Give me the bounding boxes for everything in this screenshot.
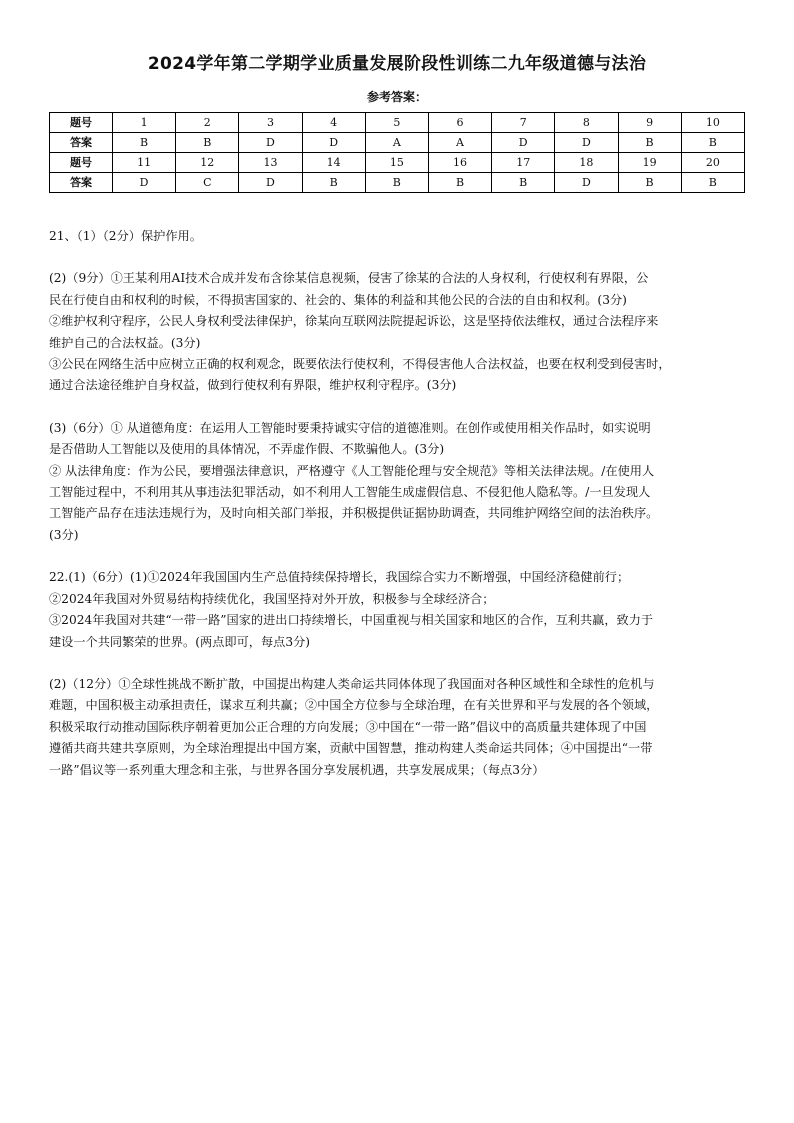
q21-part2 bbox=[49, 268, 749, 396]
table-cell: 14 bbox=[302, 153, 365, 173]
table-row bbox=[50, 133, 745, 153]
q22-part2 bbox=[49, 674, 749, 781]
text-line: ②2024年我国对外贸易结构持续优化，我国坚持对外开放，积极参与全球经济合； bbox=[49, 591, 495, 606]
table-cell: B bbox=[681, 173, 744, 193]
row-label: 题号 bbox=[50, 153, 113, 173]
table-cell: 9 bbox=[618, 113, 681, 133]
table-cell: C bbox=[176, 173, 239, 193]
table-cell: 7 bbox=[492, 113, 555, 133]
table-cell: D bbox=[555, 133, 618, 153]
table-cell: 11 bbox=[113, 153, 176, 173]
text-line: ② 从法律角度：作为公民，要增强法律意识，严格遵守《人工智能伦理与安全规范》等相关法律法规。/在使用人 bbox=[49, 463, 655, 478]
table-cell: D bbox=[239, 133, 302, 153]
table-cell: 2 bbox=[176, 113, 239, 133]
q22-part1 bbox=[49, 567, 749, 653]
text-line: 难题，中国积极主动承担责任，谋求互利共赢；②中国全方位参与全球治理，在有关世界和平与发展的各个领域， bbox=[49, 698, 659, 713]
page-subtitle: 参考答案： bbox=[366, 90, 427, 104]
page-title: 2024学年第二学期学业质量发展阶段性训练二九年级道德与法治 bbox=[147, 54, 647, 74]
table-cell: B bbox=[365, 173, 428, 193]
table-cell: D bbox=[492, 133, 555, 153]
table-cell: 19 bbox=[618, 153, 681, 173]
table-cell: B bbox=[176, 133, 239, 153]
text-line: 一路”倡议等一系列重大理念和主张，与世界各国分享发展机遇，共享发展成果；（每点3分） bbox=[49, 762, 545, 777]
text-line: (2)（9分）①王某利用AI技术合成并发布含徐某信息视频，侵害了徐某的合法的人身权利，行使权利有界限，公 bbox=[49, 271, 649, 286]
table-cell: 4 bbox=[302, 113, 365, 133]
text-line: 维护自己的合法权益。(3分) bbox=[49, 335, 201, 350]
q21-part3 bbox=[49, 418, 749, 546]
table-cell: D bbox=[113, 173, 176, 193]
table-cell: 1 bbox=[113, 113, 176, 133]
text-line: ③2024年我国对共建“一带一路”国家的进出口持续增长，中国重视与相关国家和地区的合作，互利共赢，致力于 bbox=[49, 613, 654, 628]
row-label: 答案 bbox=[50, 173, 113, 193]
table-cell: 13 bbox=[239, 153, 302, 173]
table-cell: A bbox=[428, 133, 491, 153]
text-line: ②维护权利守程序，公民人身权利受法律保护，徐某向互联网法院提起诉讼，这是坚持依法维权，通过合法程序来 bbox=[49, 314, 659, 329]
table-row bbox=[50, 113, 745, 133]
table-cell: 5 bbox=[365, 113, 428, 133]
table-cell: D bbox=[239, 173, 302, 193]
table-cell: 12 bbox=[176, 153, 239, 173]
text-line: (2)（12分）①全球性挑战不断扩散，中国提出构建人类命运共同体体现了我国面对各种区域性和全球性的危机与 bbox=[49, 676, 655, 691]
table-cell: D bbox=[555, 173, 618, 193]
table-cell: B bbox=[618, 133, 681, 153]
table-cell: B bbox=[681, 133, 744, 153]
table-cell: B bbox=[302, 173, 365, 193]
text-line: 是否借助人工智能以及使用的具体情况，不弄虚作假、不欺骗他人。(3分) bbox=[49, 442, 445, 457]
table-cell: 18 bbox=[555, 153, 618, 173]
text-line: 建设一个共同繁荣的世界。(两点即可，每点3分) bbox=[49, 634, 311, 649]
text-line: 民在行使自由和权利的时候，不得损害国家的、社会的、集体的利益和其他公民的合法的自由和权利。(3分) bbox=[49, 292, 627, 307]
table-row bbox=[50, 173, 745, 193]
text-line: 工智能过程中，不利用其从事违法犯罪活动，如不利用人工智能生成虚假信息、不侵犯他人隐私等。/一旦发现人 bbox=[49, 485, 651, 500]
table-cell: D bbox=[302, 133, 365, 153]
table-cell: B bbox=[492, 173, 555, 193]
text-line: 工智能产品存在违法违规行为，及时向相关部门举报，并积极提供证据协助调查，共同维护网络空间的法治秩序。 bbox=[49, 506, 659, 521]
text-line: 22.(1)（6分）(1)①2024年我国国内生产总值持续保持增长，我国综合实力不断增强，中国经济稳健前行； bbox=[49, 570, 630, 585]
text-line: 通过合法途径维护自身权益，做到行使权利有界限，维护权利守程序。(3分) bbox=[49, 378, 457, 393]
answer-table bbox=[49, 112, 745, 193]
table-cell: 6 bbox=[428, 113, 491, 133]
table-cell: 16 bbox=[428, 153, 491, 173]
text-line: (3)（6分）① 从道德角度：在运用人工智能时要秉持诚实守信的道德准则。在创作或使用相关作品时，如实说明 bbox=[49, 420, 651, 435]
q21-part1: 21、（1）（2分）保护作用。 bbox=[49, 229, 202, 243]
table-cell: 8 bbox=[555, 113, 618, 133]
row-label: 答案 bbox=[50, 133, 113, 153]
text-line: 积极采取行动推动国际秩序朝着更加公正合理的方向发展；③中国在“一带一路”倡议中的高质量共建体现了中国 bbox=[49, 719, 647, 734]
table-cell: 17 bbox=[492, 153, 555, 173]
table-row bbox=[50, 153, 745, 173]
table-cell: A bbox=[365, 133, 428, 153]
answer-body bbox=[49, 226, 749, 781]
table-cell: B bbox=[113, 133, 176, 153]
row-label: 题号 bbox=[50, 113, 113, 133]
text-line: 遵循共商共建共享原则，为全球治理提出中国方案，贡献中国智慧，推动构建人类命运共同体；④中国提出“一带 bbox=[49, 741, 653, 756]
table-cell: 3 bbox=[239, 113, 302, 133]
text-line: (3分) bbox=[49, 527, 79, 542]
table-cell: B bbox=[618, 173, 681, 193]
table-cell: 20 bbox=[681, 153, 744, 173]
table-cell: 10 bbox=[681, 113, 744, 133]
table-cell: B bbox=[428, 173, 491, 193]
table-cell: 15 bbox=[365, 153, 428, 173]
text-line: ③公民在网络生活中应树立正确的权利观念，既要依法行使权利，不得侵害他人合法权益，也要在权利受到侵害时， bbox=[49, 357, 671, 372]
